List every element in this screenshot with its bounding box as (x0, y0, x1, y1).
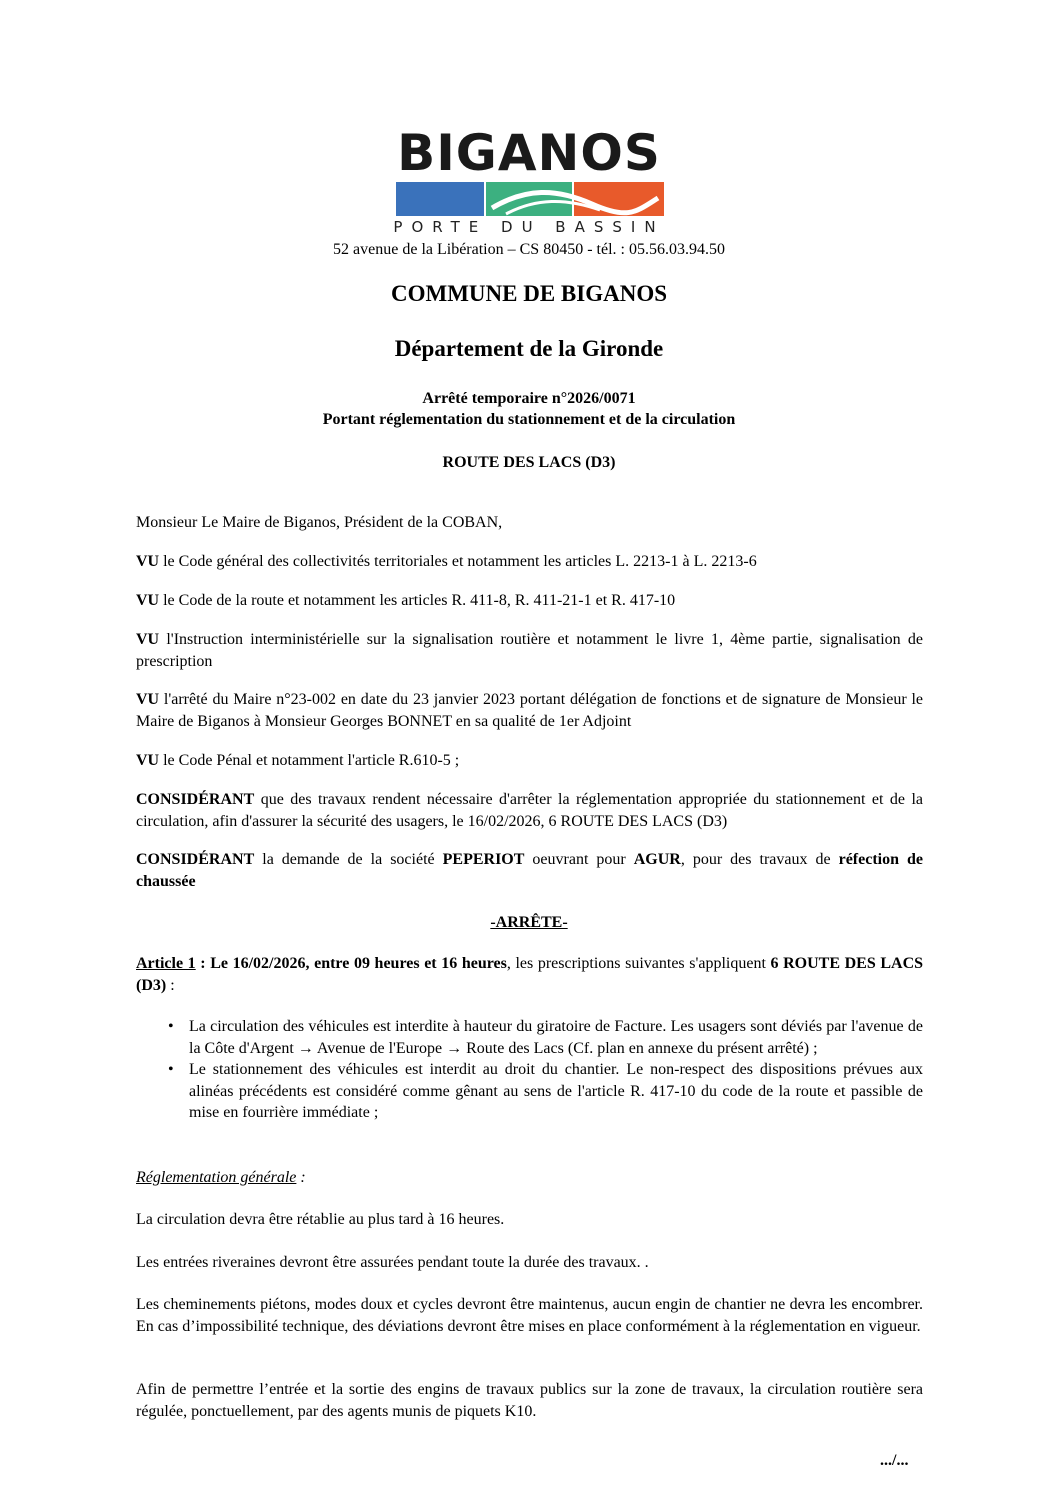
vu-label: VU (136, 752, 160, 769)
general-paragraph: La circulation devra être rétablie au plus tard à 16 heures. (136, 1211, 505, 1228)
considerant-text: la demande de la société (254, 851, 443, 868)
vu-label: VU (136, 592, 160, 609)
list-item (166, 1016, 923, 1059)
arrete-title-block (0, 388, 1058, 430)
department-heading: Département de la Gironde (394, 336, 664, 361)
bullet-icon: • (168, 1018, 174, 1035)
vu-item (136, 629, 923, 672)
client-name: AGUR (633, 851, 681, 868)
logo-tagline: PORTE DU BASSIN (393, 218, 665, 236)
general-heading (136, 1167, 923, 1189)
article-1 (136, 953, 923, 996)
article-label: Article 1 (136, 955, 196, 972)
vu-item (136, 551, 923, 573)
arrete-number: Arrêté temporaire n°2026/0071 (422, 390, 636, 407)
considerant-label: CONSIDÉRANT (136, 851, 255, 868)
vu-text: le Code général des collectivités territoriales et notamment les articles L. 2213-1 à L. 2213-6 (159, 553, 757, 570)
company-name: PEPERIOT (442, 851, 525, 868)
article-1-bullets (166, 1016, 923, 1124)
logo-color-band (396, 182, 664, 216)
article-text: , les prescriptions suivantes s'appliquent (506, 955, 771, 972)
considerant-text: que des travaux rendent nécessaire d'arrêter la réglementation appropriée du stationnement et de la circulation, afin d'assurer la sécurité des usagers, le 16/02/2026, 6 ROUTE DES LACS (D3) (136, 791, 923, 830)
considerant-item (136, 849, 923, 892)
vu-item (136, 689, 923, 732)
article-separator: : (195, 955, 211, 972)
vu-text: le Code de la route et notamment les articles R. 411-8, R. 411-21-1 et R. 417-10 (159, 592, 676, 609)
considerant-text: oeuvrant pour (524, 851, 634, 868)
article-end: : (166, 976, 175, 994)
article-when: Le 16/02/2026, entre 09 heures et 16 heures (210, 955, 507, 972)
opening-line: Monsieur Le Maire de Biganos, Président de la COBAN, (136, 514, 503, 531)
considerant-item (136, 789, 923, 832)
vu-label: VU (136, 631, 160, 648)
general-heading-text: Réglementation générale (136, 1169, 297, 1186)
list-item-text: Le stationnement des véhicules est interdit au droit du chantier. Le non-respect des dispositions prévues aux alinéas précédents est considéré comme gênant au sens de l'article R. 417-10 du code de la route et passible de mise en fourrière immédiate ; (189, 1061, 923, 1121)
works-type: réfection de chaussée (136, 851, 924, 890)
route-heading: ROUTE DES LACS (D3) (442, 454, 616, 471)
logo-wordmark: BIGANOS (397, 124, 661, 182)
vu-text: le Code Pénal et notamment l'article R.610-5 ; (159, 752, 460, 769)
commune-heading: COMMUNE DE BIGANOS (390, 281, 667, 306)
article-where: 6 ROUTE DES LACS (D3) (136, 955, 924, 994)
considerant-label: CONSIDÉRANT (136, 791, 255, 808)
vu-text: l'arrêté du Maire n°23-002 en date du 23 janvier 2023 portant délégation de fonctions et de signature de Monsieur le Maire de Biganos à Monsieur Georges BONNET en sa qualité de 1er Adjoint (136, 691, 923, 730)
bullet-icon: • (168, 1061, 174, 1078)
vu-text: l'Instruction interministérielle sur la signalisation routière et notamment le livre 1, 4ème partie, signalisation de prescription (136, 631, 923, 670)
arrete-heading: -ARRÊTE- (490, 914, 568, 931)
vu-item (136, 750, 923, 772)
considerant-text: , pour des travaux de (680, 851, 839, 868)
general-paragraph: Afin de permettre l’entrée et la sortie des engins de travaux publics sur la zone de travaux, la circulation routière sera régulée, ponctuellement, par des agents munis de piquets K10. (136, 1381, 923, 1420)
general-paragraph: Les entrées riveraines devront être assurées pendant toute la durée des travaux. . (136, 1254, 649, 1271)
general-heading-suffix: : (296, 1169, 306, 1186)
vu-label: VU (136, 553, 160, 570)
vu-label: VU (136, 691, 160, 708)
biganos-logo (393, 124, 665, 240)
vu-item (136, 590, 923, 612)
general-paragraph: Les cheminements piétons, modes doux et cycles devront être maintenus, aucun engin de chantier ne devra les encombrer. En cas d’impossibilité technique, des déviations devront être mises en place conformément à la réglementation en vigueur. (136, 1296, 923, 1335)
list-item (166, 1059, 923, 1124)
arrete-subject: Portant réglementation du stationnement et de la circulation (322, 411, 736, 428)
address-line: 52 avenue de la Libération – CS 80450 - tél. : 05.56.03.94.50 (333, 241, 725, 258)
list-item-text: La circulation des véhicules est interdite à hauteur du giratoire de Facture. Les usagers sont déviés par l'avenue de la Côte d'Argent → Avenue de l'Europe → Route des Lacs (Cf. plan en annexe du présent arrêté) ; (189, 1018, 923, 1057)
continued-marker: .../... (880, 1452, 909, 1469)
